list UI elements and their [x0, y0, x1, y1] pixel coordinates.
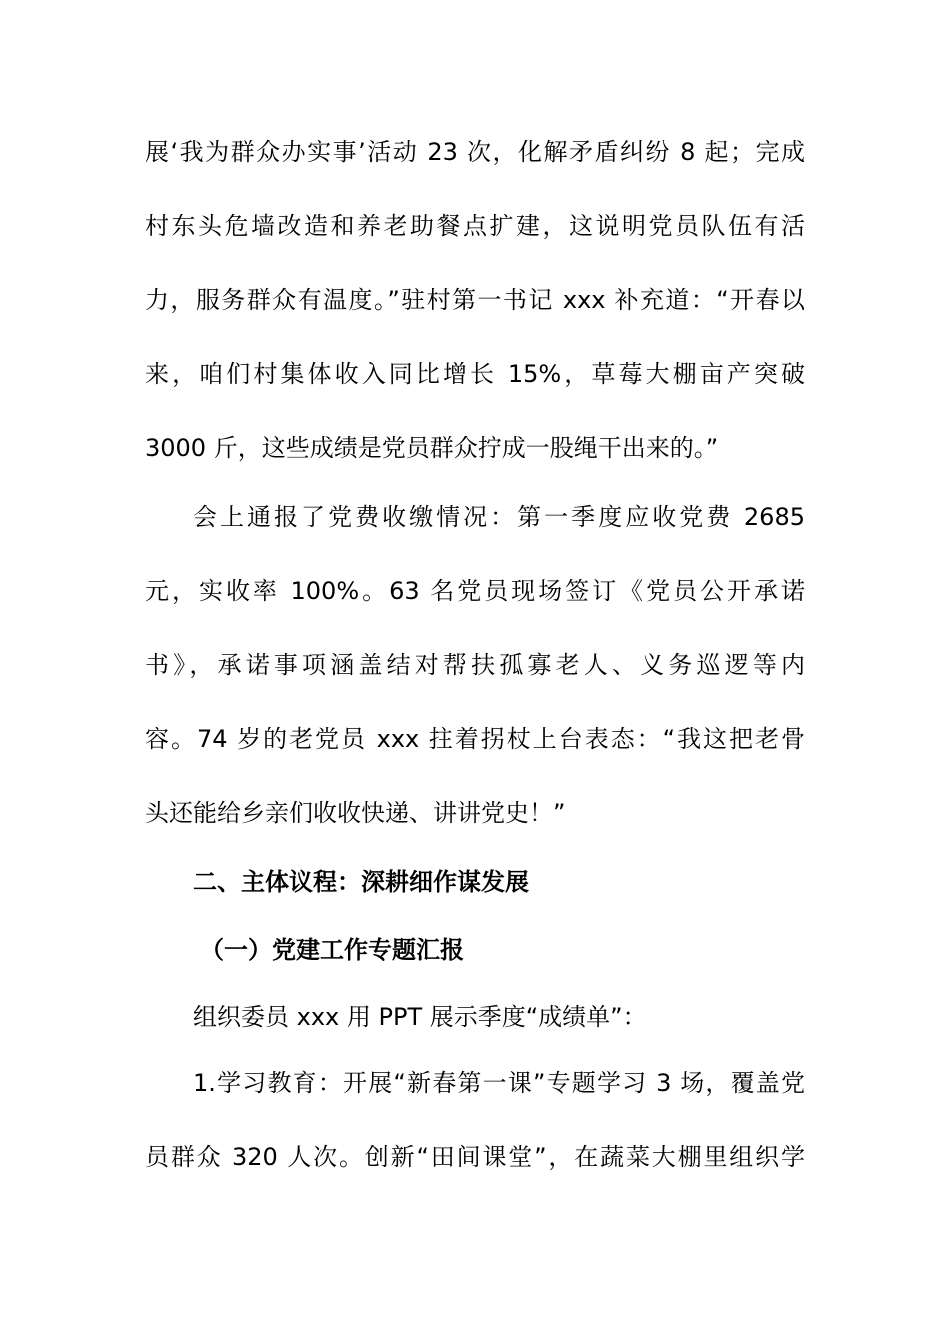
paragraph-line: 员群众 320 人次。创新“田间课堂”，在蔬菜大棚里组织学	[145, 1143, 805, 1171]
paragraph-line: 书》，承诺事项涵盖结对帮扶孤寡老人、义务巡逻等内	[145, 651, 805, 679]
paragraph-line: 组织委员 xxx 用 PPT 展示季度“成绩单”：	[193, 1003, 647, 1031]
paragraph-line: 元，实收率 100%。63 名党员现场签订《党员公开承诺	[145, 577, 805, 605]
paragraph-line: 村东头危墙改造和养老助餐点扩建，这说明党员队伍有活	[145, 212, 805, 240]
paragraph-line: 头还能给乡亲们收收快递、讲讲党史！”	[145, 799, 566, 827]
paragraph-line: 来，咱们村集体收入同比增长 15%，草莓大棚亩产突破	[145, 360, 805, 388]
paragraph-line: 展‘我为群众办实事’活动 23 次，化解矛盾纠纷 8 起；完成	[145, 138, 805, 166]
paragraph-line: 容。74 岁的老党员 xxx 拄着拐杖上台表态：“我这把老骨	[145, 725, 805, 753]
paragraph-line: 会上通报了党费收缴情况：第一季度应收党费 2685	[193, 503, 805, 531]
paragraph-line: 1.学习教育：开展“新春第一课”专题学习 3 场，覆盖党	[193, 1069, 805, 1097]
subsection-heading: （一）党建工作专题汇报	[200, 936, 464, 964]
paragraph-line: 力，服务群众有温度。”驻村第一书记 xxx 补充道：“开春以	[145, 286, 805, 314]
section-heading: 二、主体议程：深耕细作谋发展	[193, 868, 529, 896]
paragraph-line: 3000 斤，这些成绩是党员群众拧成一股绳干出来的。”	[145, 434, 719, 462]
